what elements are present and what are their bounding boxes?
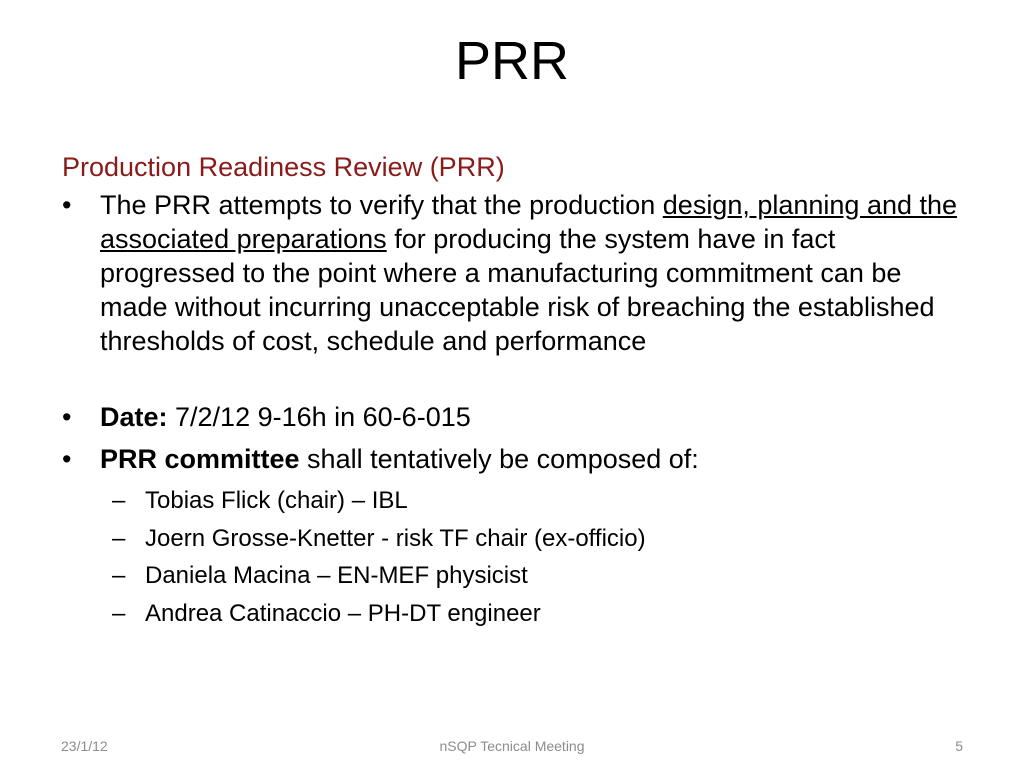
bullet-prr-description xyxy=(62,188,972,358)
bullet-underlined-text: design, planning and the associated preparations xyxy=(100,190,958,254)
committee-member-text: Daniela Macina – EN-MEF physicist xyxy=(145,562,528,589)
bullet-icon: • xyxy=(62,402,72,432)
section-heading: Production Readiness Review (PRR) xyxy=(62,152,505,182)
bullet-icon: • xyxy=(62,190,72,220)
slide-content xyxy=(62,150,972,632)
committee-member xyxy=(62,557,972,595)
committee-member-text: Joern Grosse-Knetter - risk TF chair (ex-officio) xyxy=(145,524,646,552)
committee-member-text: Andrea Catinaccio – PH-DT engineer xyxy=(145,599,541,627)
footer-date: 23/1/12 xyxy=(61,738,108,754)
bullet-date xyxy=(62,400,972,434)
dash-icon: – xyxy=(112,524,126,552)
committee-list xyxy=(62,482,972,632)
committee-member-text: Tobias Flick (chair) – IBL xyxy=(145,487,408,514)
committee-member xyxy=(62,482,972,520)
committee-member xyxy=(62,520,972,558)
bullet-committee xyxy=(62,442,972,476)
slide-title: PRR xyxy=(454,31,569,91)
footer-page-number: 5 xyxy=(955,738,963,754)
bullet-icon: • xyxy=(62,444,72,474)
committee-member xyxy=(62,595,972,633)
bullet-text-after: for producing the system have in fact progressed to the point where a manufacturing commitment can be made without incurring unacceptable risk of breaching the established thresholds of cost, schedule and performance xyxy=(100,224,935,356)
dash-icon: – xyxy=(112,487,126,514)
committee-value: shall tentatively be composed of: xyxy=(299,444,699,474)
dash-icon: – xyxy=(112,562,126,589)
bullet-text-before: The PRR attempts to verify that the production xyxy=(100,190,663,220)
footer-meeting: nSQP Tecnical Meeting xyxy=(439,738,585,754)
date-value: 7/2/12 9-16h in 60-6-015 xyxy=(167,402,471,432)
committee-label: PRR committee xyxy=(100,444,300,474)
dash-icon: – xyxy=(112,599,126,627)
date-label: Date: xyxy=(100,402,168,432)
